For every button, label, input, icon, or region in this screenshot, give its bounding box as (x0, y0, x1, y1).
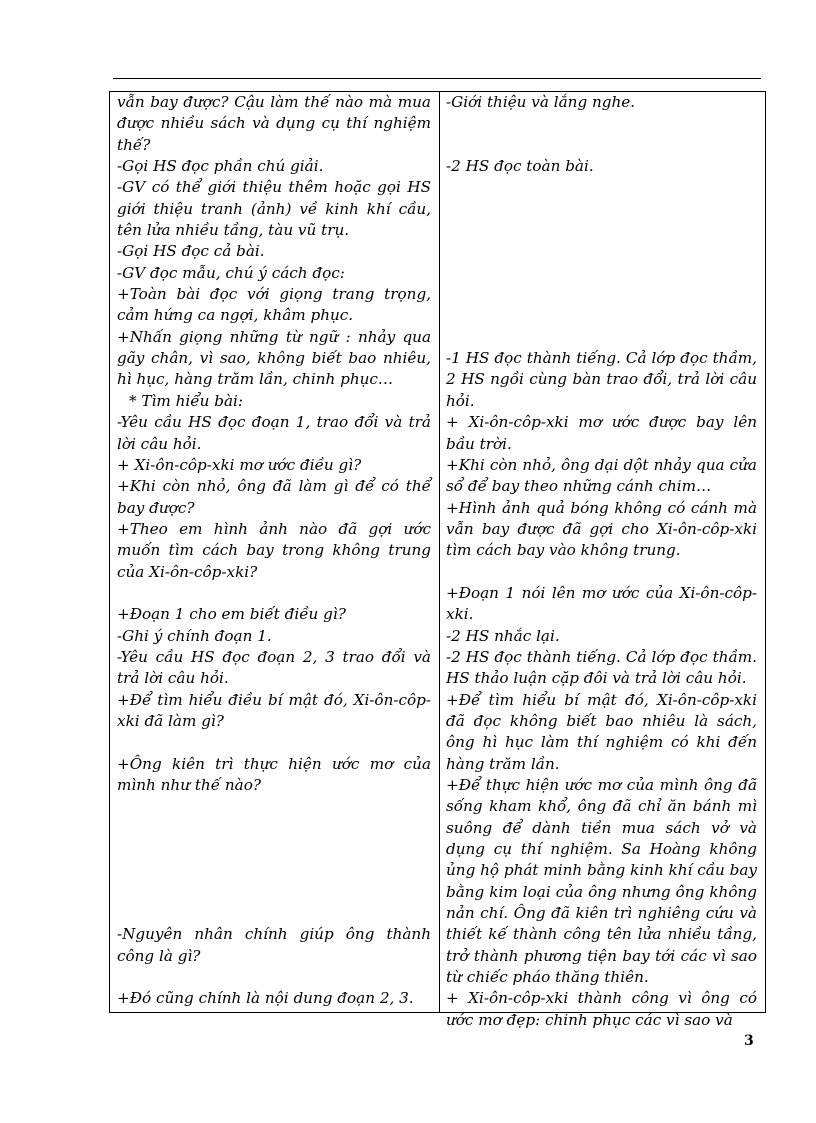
blank-line (117, 860, 431, 881)
teacher-line: -Ghi ý chính đoạn 1. (117, 626, 272, 645)
teacher-line: +Để tìm hiểu điều bí mật đó, Xi-ôn-côp-xki đã làm gì? (117, 690, 431, 730)
teacher-line: -Gọi HS đọc cả bài. (117, 242, 265, 261)
blank-line (117, 818, 431, 839)
teacher-line: +Đó cũng chính là nội dung đoạn 2, 3. (117, 989, 414, 1008)
teacher-line: -Gọi HS đọc phần chú giải. (117, 157, 324, 176)
student-line: +Khi còn nhỏ, ông dại dột nhảy qua cửa sổ để bay theo những cánh chim… (446, 455, 757, 496)
student-line: + Xi-ôn-côp-xki mơ ước được bay lên bầu trời. (446, 413, 757, 453)
student-line: +Đoạn 1 nói lên mơ ước của Xi-ôn-côp-xki. (446, 583, 757, 624)
student-line: +Để tìm hiểu bí mật đó, Xi-ôn-côp-xki đã đọc không biết bao nhiêu là sách, ông hì hục làm thí nghiệm có khi đến hàng trăm lần. (446, 690, 757, 773)
blank-line (117, 583, 431, 604)
teacher-line: vẫn bay được? Cậu làm thế nào mà mua được nhiều sách và dụng cụ thí nghiệm thế? (117, 93, 431, 154)
student-line: -Giới thiệu và lắng nghe. (446, 93, 636, 111)
teacher-line: + Xi-ôn-côp-xki mơ ước điều gì? (117, 455, 362, 474)
student-line: -2 HS đọc thành tiếng. Cả lớp đọc thầm. HS thảo luận cặp đôi và trả lời câu hỏi. (446, 647, 757, 688)
header-rule (113, 78, 761, 79)
teacher-line: +Theo em hình ảnh nào đã gợi ước muốn tìm cách bay trong không trung của Xi-ôn-côp-xki? (117, 519, 431, 581)
blank-line (446, 305, 757, 326)
column-divider (439, 92, 440, 1012)
blank-line (117, 796, 431, 817)
blank-line (446, 220, 757, 241)
teacher-line: +Nhấn giọng những từ ngữ : nhảy qua gãy chân, vì sao, không biết bao nhiêu, hì hục, hàng trăm lần, chinh phục… (117, 327, 431, 389)
teacher-line: -GV đọc mẫu, chú ý cách đọc: (117, 263, 345, 282)
blank-line (446, 177, 757, 198)
teacher-line: +Ông kiên trì thực hiện ước mơ của mình như thế nào? (117, 754, 431, 794)
blank-line (117, 882, 431, 903)
lesson-table (109, 91, 766, 1029)
blank-line (446, 241, 757, 262)
blank-line (446, 135, 757, 156)
teacher-line: -GV có thể giới thiệu thêm hoặc gọi HS giới thiệu tranh (ảnh) về kinh khí cầu, tên lửa nhiều tầng, tàu vũ trụ. (117, 178, 431, 240)
student-activities-column (446, 92, 757, 1031)
student-line: +Để thực hiện ước mơ của mình ông đã sống kham khổ, ông đã chỉ ăn bánh mì suông để dành tiền mua sách vở và dụng cụ thí nghiệm. Sa Hoàng không ủng hộ phát minh bằng kinh khí cầu bay bằng kim loại của ông nhưng ông không nản chí. Ông đã kiên trì nghiêng cứu và thiết kế thành công tên lửa nhiều tầng, trở thành phương tiện bay tới các vì sao từ chiếc pháo thăng thiên. (446, 776, 758, 987)
blank-line (117, 839, 431, 860)
teacher-line: +Toàn bài đọc với giọng trang trọng, cảm hứng ca ngợi, khâm phục. (117, 285, 431, 325)
blank-line (446, 199, 757, 220)
section-heading: * Tìm hiểu bài: (129, 391, 243, 410)
student-line: + Xi-ôn-côp-xki thành công vì ông có ước mơ đẹp: chinh phục các vì sao và (446, 989, 757, 1029)
blank-line (117, 967, 431, 988)
blank-line (446, 113, 757, 134)
teacher-line: +Đoạn 1 cho em biết điều gì? (117, 605, 346, 624)
student-line: -2 HS đọc toàn bài. (446, 157, 594, 176)
student-line: +Hình ảnh quả bóng không có cánh mà vẫn bay được đã gợi cho Xi-ôn-côp-xki tìm cách bay vào không trung. (446, 498, 757, 560)
blank-line (117, 732, 431, 753)
teacher-activities-column (117, 92, 431, 1010)
page-number: 3 (744, 1033, 754, 1049)
blank-line (446, 284, 757, 305)
blank-line (117, 903, 431, 924)
teacher-line: +Khi còn nhỏ, ông đã làm gì để có thể bay được? (117, 477, 431, 517)
blank-line (446, 263, 757, 284)
teacher-line: -Yêu cầu HS đọc đoạn 2, 3 trao đổi và trả lời câu hỏi. (117, 647, 431, 688)
student-line: -2 HS nhắc lại. (446, 626, 560, 645)
blank-line (446, 327, 757, 348)
teacher-line: -Yêu cầu HS đọc đoạn 1, trao đổi và trả lời câu hỏi. (117, 413, 431, 453)
blank-line (446, 562, 757, 583)
teacher-line: -Nguyên nhân chính giúp ông thành công là gì? (117, 925, 431, 965)
student-line: -1 HS đọc thành tiếng. Cả lớp đọc thầm, 2 HS ngồi cùng bàn trao đổi, trả lời câu hỏi. (446, 349, 757, 410)
